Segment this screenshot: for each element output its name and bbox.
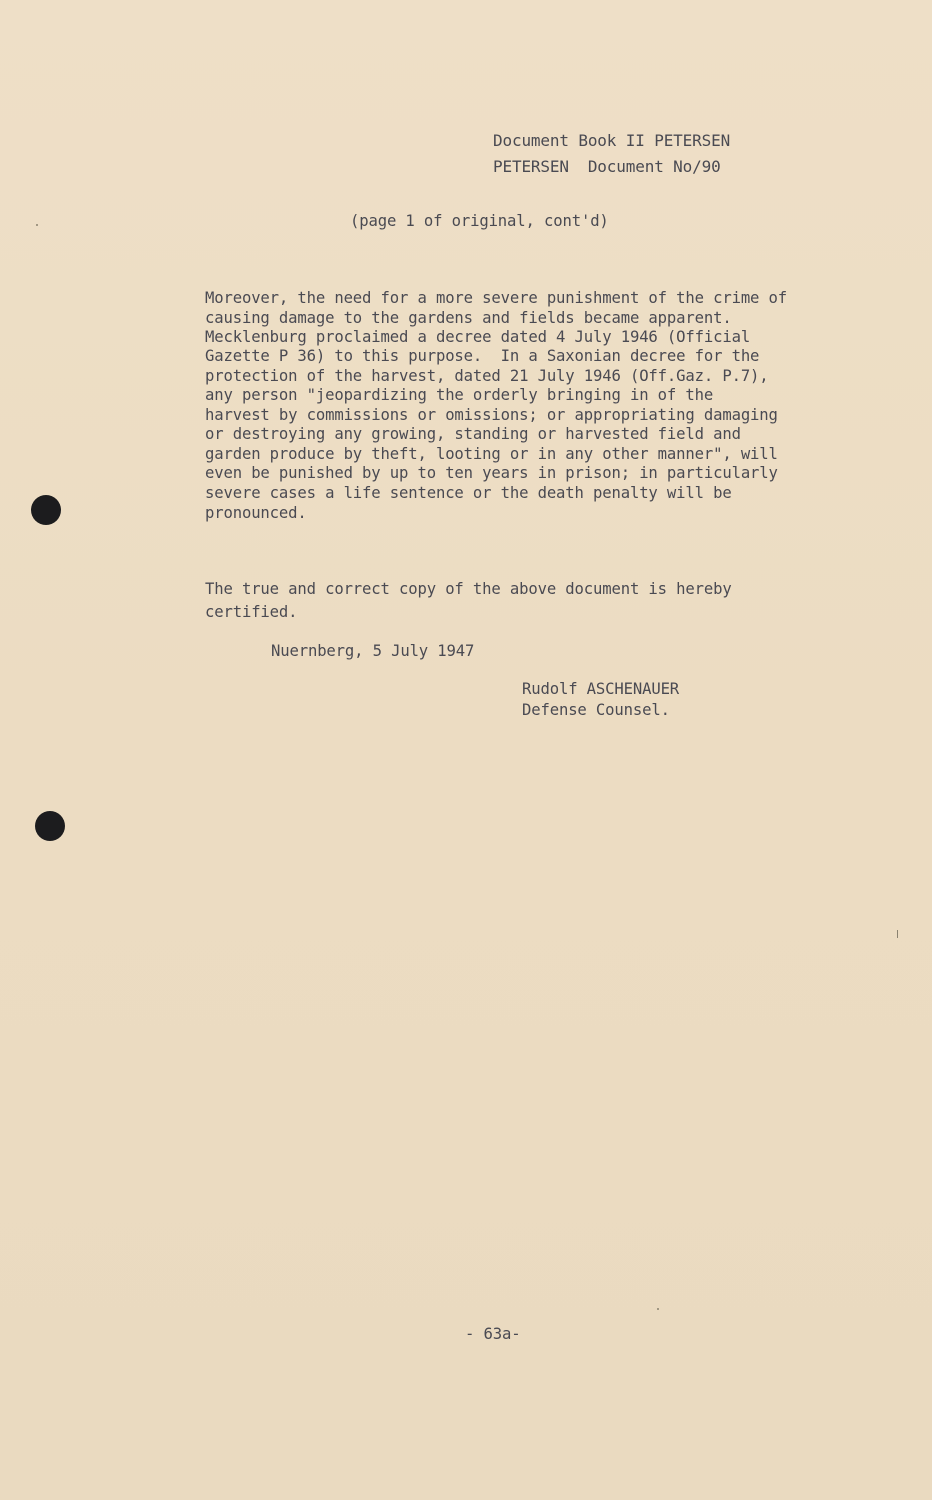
- signature-name: Rudolf ASCHENAUER: [522, 680, 680, 698]
- body-line: Gazette P 36) to this purpose. In a Saxonian decree for the: [205, 347, 760, 365]
- body-line: any person "jeopardizing the orderly bringing in of the: [205, 386, 714, 404]
- document-book-reference: Document Book II PETERSEN: [493, 131, 731, 150]
- paper-speck: [657, 1308, 659, 1310]
- body-line: protection of the harvest, dated 21 July 1946 (Off.Gaz. P.7),: [205, 367, 769, 385]
- place-date: Nuernberg, 5 July 1947: [271, 642, 475, 660]
- body-line: Moreover, the need for a more severe punishment of the crime of: [205, 289, 788, 307]
- body-line: harvest by commissions or omissions; or appropriating damaging: [205, 406, 778, 424]
- body-line: or destroying any growing, standing or harvested field and: [205, 425, 741, 443]
- certification-line: The true and correct copy of the above document is hereby: [205, 580, 732, 598]
- body-line: causing damage to the gardens and fields became apparent.: [205, 309, 732, 327]
- paper-speck: [36, 224, 38, 226]
- signature-title: Defense Counsel.: [522, 701, 670, 719]
- punch-hole-bottom: [35, 811, 65, 841]
- page-number: - 63a-: [465, 1325, 521, 1343]
- body-line: even be punished by up to ten years in prison; in particularly: [205, 464, 778, 482]
- document-number-reference: PETERSEN Document No/90: [493, 157, 721, 176]
- body-line: garden produce by theft, looting or in any other manner", will: [205, 445, 778, 463]
- certification-line: certified.: [205, 603, 298, 621]
- paper-speck: [897, 930, 898, 938]
- body-line: pronounced.: [205, 504, 307, 522]
- punch-hole-top: [31, 495, 61, 525]
- page-note: (page 1 of original, cont'd): [350, 212, 609, 230]
- body-line: Mecklenburg proclaimed a decree dated 4 July 1946 (Official: [205, 328, 751, 346]
- body-line: severe cases a life sentence or the death penalty will be: [205, 484, 732, 502]
